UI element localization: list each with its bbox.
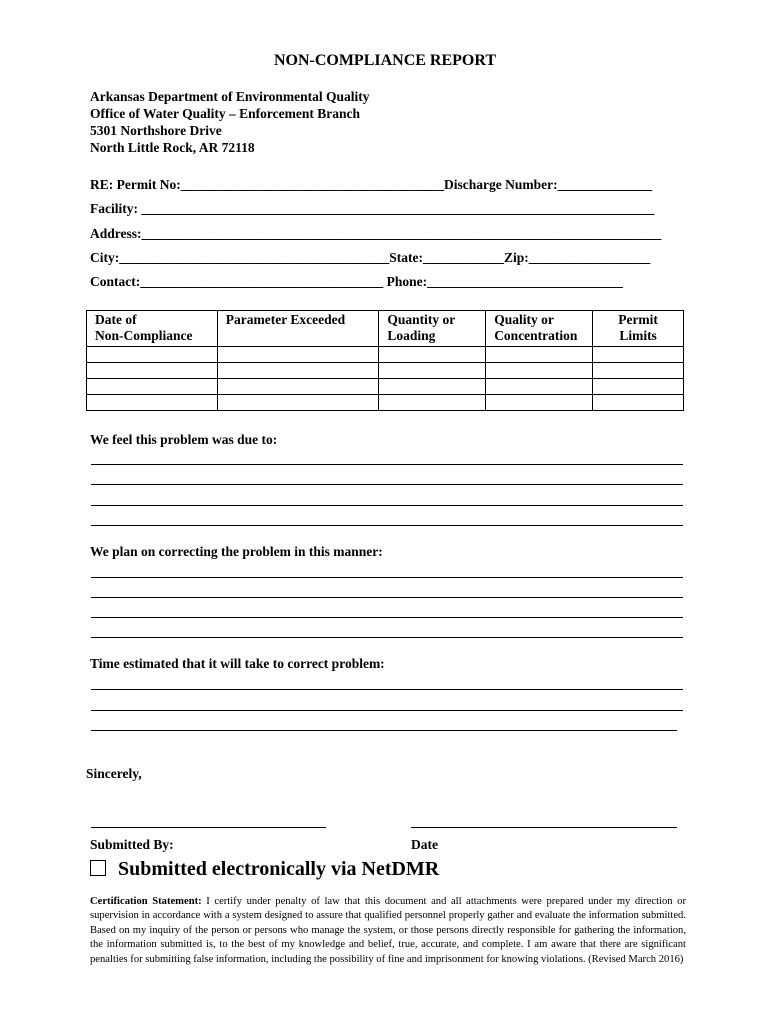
header-parameter: Parameter Exceeded <box>217 311 379 347</box>
table-cell[interactable] <box>593 379 684 395</box>
table-cell[interactable] <box>593 363 684 379</box>
address-line-4: North Little Rock, AR 72118 <box>90 140 255 155</box>
table-cell[interactable] <box>593 395 684 411</box>
table-row <box>87 347 684 363</box>
sincerely-text: Sincerely, <box>86 766 142 781</box>
date-label: Date <box>411 837 438 852</box>
time-line-1[interactable] <box>91 689 683 690</box>
cause-line-1[interactable] <box>91 464 683 465</box>
time-line-2[interactable] <box>91 710 683 711</box>
table-cell[interactable] <box>379 379 486 395</box>
address-line-3: 5301 Northshore Drive <box>90 123 222 138</box>
netdmr-option[interactable] <box>90 858 439 881</box>
table-cell[interactable] <box>217 395 379 411</box>
plan-line-1[interactable] <box>91 577 683 578</box>
plan-line-4[interactable] <box>91 637 683 638</box>
submitted-by-signature-line[interactable] <box>91 827 326 828</box>
table-cell[interactable] <box>87 347 218 363</box>
header-quality: Quality or Concentration <box>486 311 593 347</box>
non-compliance-table <box>86 310 684 411</box>
cause-line-4[interactable] <box>91 525 683 526</box>
table-header-row <box>87 311 684 347</box>
header-date: Date of Non-Compliance <box>87 311 218 347</box>
address-line-1: Arkansas Department of Environmental Quality <box>90 89 370 104</box>
table-cell[interactable] <box>87 363 218 379</box>
time-label: Time estimated that it will take to correct problem: <box>90 656 385 671</box>
table-cell[interactable] <box>486 347 593 363</box>
address-field[interactable]: Address:_____________________________________________________________________________ <box>90 226 662 241</box>
plan-line-2[interactable] <box>91 597 683 598</box>
table-row <box>87 395 684 411</box>
plan-line-3[interactable] <box>91 617 683 618</box>
cause-line-2[interactable] <box>91 484 683 485</box>
table-cell[interactable] <box>217 363 379 379</box>
certification-heading: Certification Statement: <box>90 896 202 907</box>
cause-label: We feel this problem was due to: <box>90 432 278 447</box>
page-title: NON-COMPLIANCE REPORT <box>273 52 497 69</box>
submitted-by-label: Submitted By: <box>90 837 174 852</box>
date-signature-line[interactable] <box>411 827 677 828</box>
permit-discharge-field[interactable]: RE: Permit No:_______________________________________Discharge Number:______________ <box>90 177 653 192</box>
facility-field[interactable]: Facility: ____________________________________________________________________________ <box>90 201 655 216</box>
plan-label: We plan on correcting the problem in this manner: <box>90 544 383 559</box>
time-line-3[interactable] <box>91 730 677 731</box>
header-quantity: Quantity or Loading <box>379 311 486 347</box>
certification-text: I certify under penalty of law that this document and all attachments were prepared under my direction or supervision in accordance with a system designed to assure that qualified personnel properly gather and evaluate the information submitted. Based on my inquiry of the person or persons who manage the system, or those persons directly responsible for gathering the information, the information submitted is, to the best of my knowledge and belief, true, accurate, and complete. I am aware that there are significant penalties for submitting false information, including the possibility of fine and imprisonment for knowing violations. (Revised March 2016) <box>90 896 686 965</box>
contact-phone-field[interactable]: Contact:____________________________________ Phone:_____________________________ <box>90 274 623 289</box>
table-cell[interactable] <box>593 347 684 363</box>
table-cell[interactable] <box>379 395 486 411</box>
table-cell[interactable] <box>379 363 486 379</box>
table-row <box>87 379 684 395</box>
table-cell[interactable] <box>486 363 593 379</box>
table-cell[interactable] <box>379 347 486 363</box>
table-cell[interactable] <box>87 395 218 411</box>
table-cell[interactable] <box>217 347 379 363</box>
certification-statement <box>90 895 686 967</box>
address-line-2: Office of Water Quality – Enforcement Branch <box>90 106 360 121</box>
table-row <box>87 363 684 379</box>
city-state-zip-field[interactable]: City:________________________________________State:____________Zip:__________________ <box>90 250 651 265</box>
cause-line-3[interactable] <box>91 505 683 506</box>
table-cell[interactable] <box>87 379 218 395</box>
header-permit-limits: Permit Limits <box>593 311 684 347</box>
netdmr-checkbox[interactable] <box>90 860 106 876</box>
table-cell[interactable] <box>217 379 379 395</box>
table-cell[interactable] <box>486 395 593 411</box>
netdmr-label: Submitted electronically via NetDMR <box>118 858 440 880</box>
table-cell[interactable] <box>486 379 593 395</box>
